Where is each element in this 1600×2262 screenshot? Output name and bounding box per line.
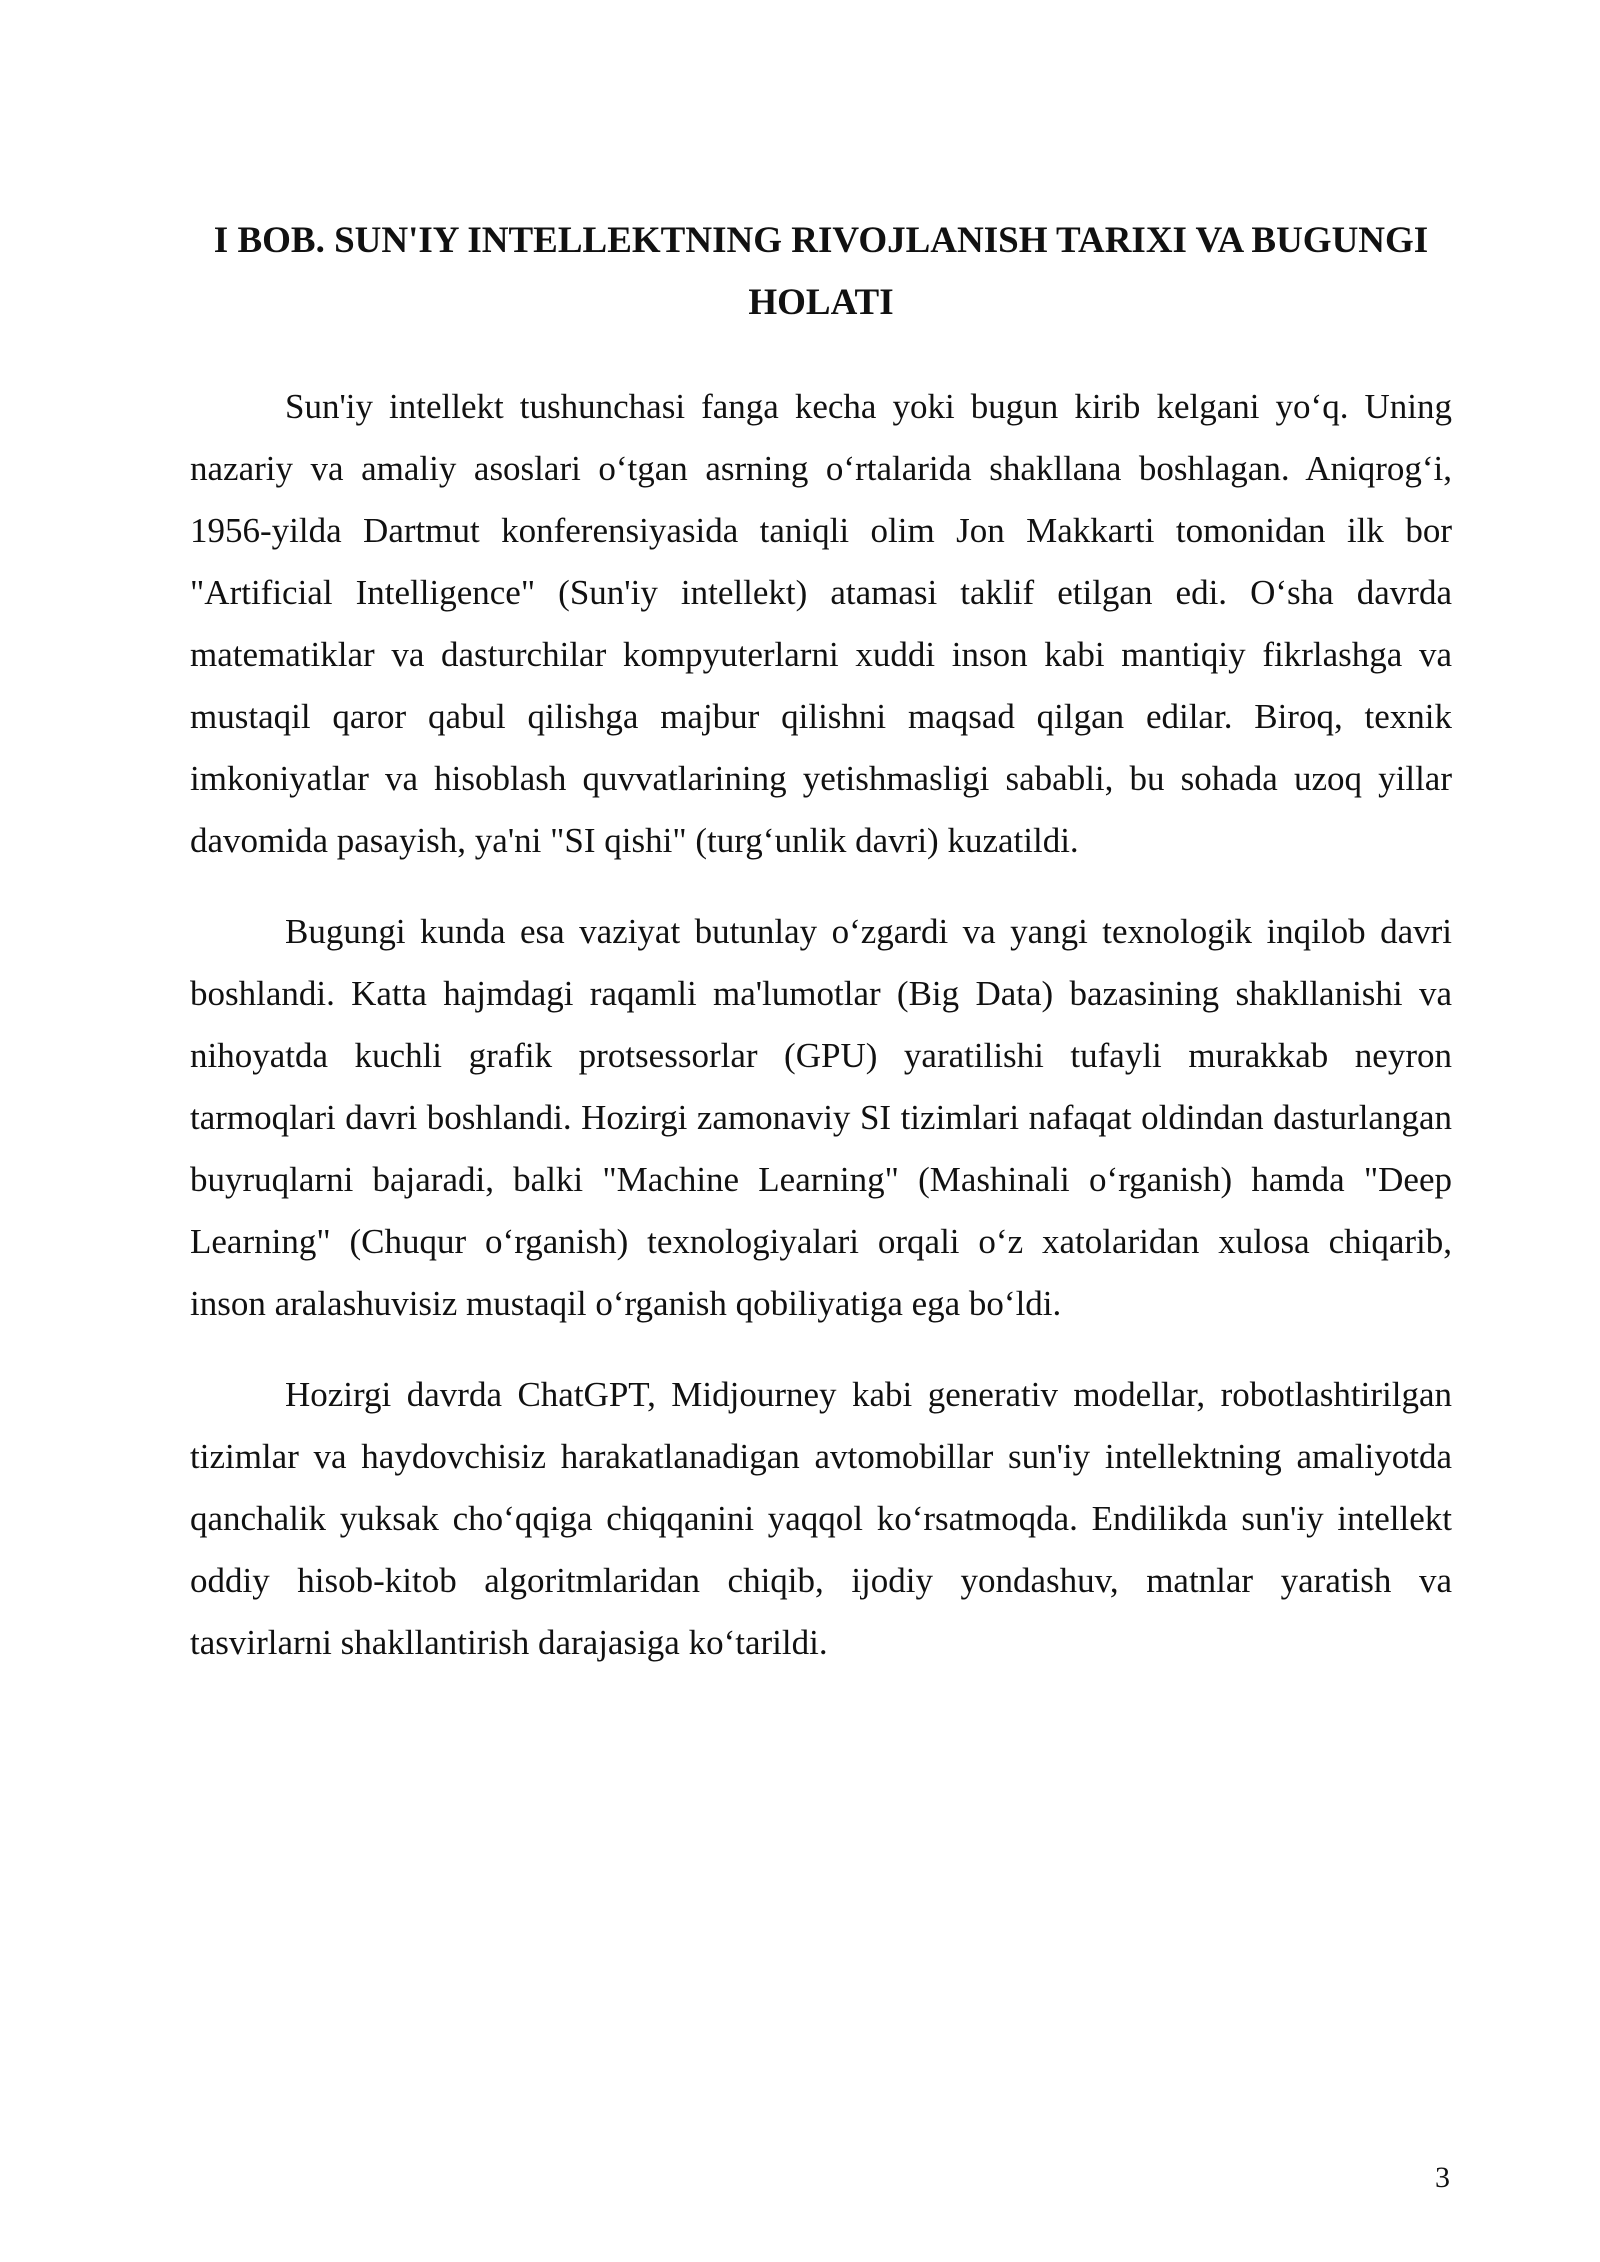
page-number: 3 [1435, 2161, 1450, 2194]
paragraph-3: Hozirgi davrda ChatGPT, Midjourney kabi generativ modellar, robotlashtirilgan tizimlar va haydovchisiz harakatlanadigan avtomobillar sun'iy intellektning amaliyotda qanchalik yuksak cho‘qqiga chiqqanini yaqqol ko‘rsatmoqda. Endilikda sun'iy intellekt oddiy hisob-kitob algoritmlaridan chiqib, ijodiy yondashuv, matnlar yaratish va tasvirlarni shakllantirish darajasiga ko‘tarildi. [190, 1375, 1452, 1662]
paragraph-1: Sun'iy intellekt tushunchasi fanga kecha yoki bugun kirib kelgani yo‘q. Uning nazariy va amaliy asoslari o‘tgan asrning o‘rtalarida shakllana boshlagan. Aniqrog‘i, 1956-yilda Dartmut konferensiyasida taniqli olim Jon Makkarti tomonidan ilk bor "Artificial Intelligence" (Sun'iy intellekt) atamasi taklif etilgan edi. O‘sha davrda matematiklar va dasturchilar kompyuterlarni xuddi inson kabi mantiqiy fikrlashga va mustaqil qaror qabul qilishga majbur qilishni maqsad qilgan edilar. Biroq, texnik imkoniyatlar va hisoblash quvvatlarining yetishmasligi sababli, bu sohada uzoq yillar davomida pasayish, ya'ni "SI qishi" (turg‘unlik davri) kuzatildi. [190, 387, 1452, 860]
paragraph-2: Bugungi kunda esa vaziyat butunlay o‘zgardi va yangi texnologik inqilob davri boshlandi. Katta hajmdagi raqamli ma'lumotlar (Big Data) bazasining shakllanishi va nihoyatda kuchli grafik protsessorlar (GPU) yaratilishi tufayli murakkab neyron tarmoqlari davri boshlandi. Hozirgi zamonaviy SI tizimlari nafaqat oldindan dasturlangan buyruqlarni bajaradi, balki "Machine Learning" (Mashinali o‘rganish) hamda "Deep Learning" (Chuqur o‘rganish) texnologiyalari orqali o‘z xatolaridan xulosa chiqarib, inson aralashuvisiz mustaqil o‘rganish qobiliyatiga ega bo‘ldi. [190, 912, 1452, 1323]
chapter-title: I BOB. SUN'IY INTELLEKTNING RIVOJLANISH TARIXI VA BUGUNGI HOLATI [213, 220, 1429, 323]
body-text [190, 376, 1452, 1703]
